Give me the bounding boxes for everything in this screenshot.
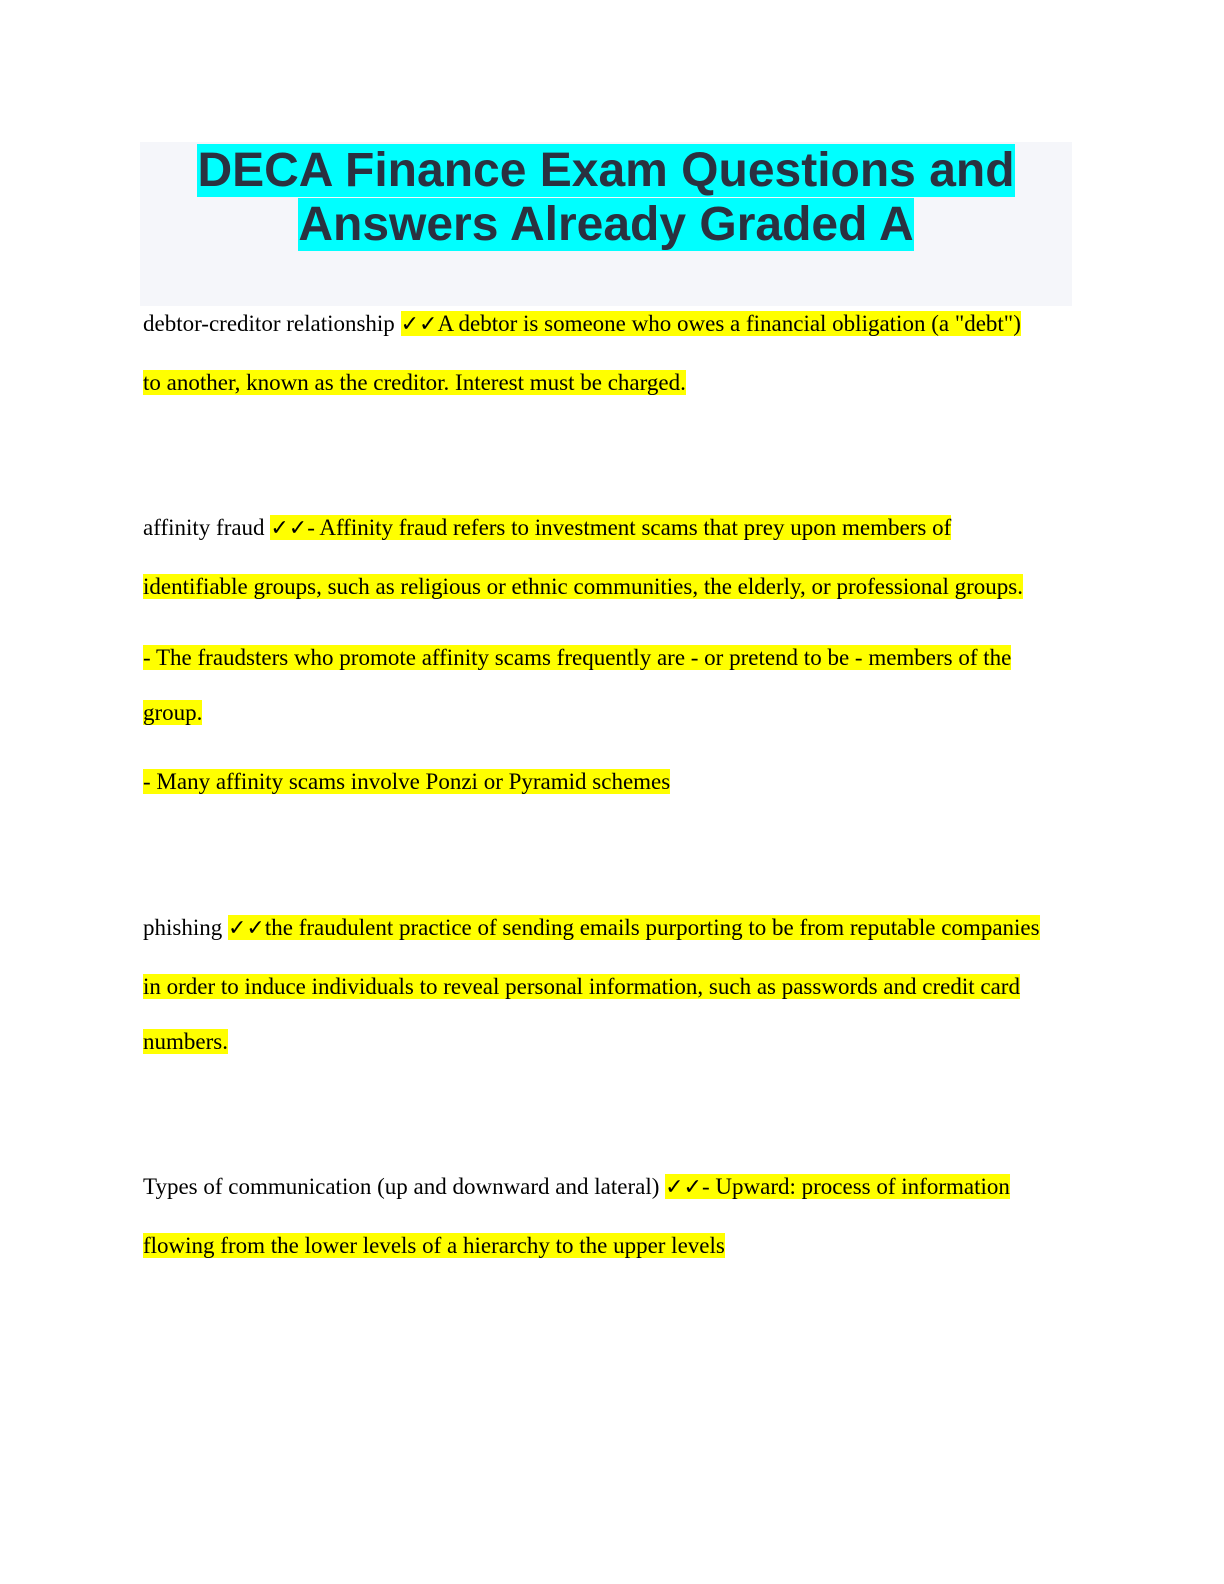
entry-term: affinity fraud bbox=[143, 515, 271, 540]
check-mark-icon: ✓✓ bbox=[270, 516, 308, 541]
entry-answer: group. bbox=[143, 700, 203, 725]
entry-term: phishing bbox=[143, 915, 228, 940]
entry-line bbox=[143, 767, 670, 797]
entry-line bbox=[143, 309, 1021, 340]
entry-answer: in order to induce individuals to reveal personal information, such as passwords and credit card bbox=[143, 974, 1020, 999]
document-title bbox=[140, 144, 1072, 252]
entry-term: Types of communication (up and downward and lateral) bbox=[143, 1174, 666, 1199]
entry-answer: numbers. bbox=[143, 1029, 228, 1054]
entry-line bbox=[143, 1231, 725, 1261]
entry-answer: - Upward: process of information bbox=[702, 1174, 1010, 1199]
entry-answer: - Many affinity scams involve Ponzi or Pyramid schemes bbox=[143, 769, 671, 794]
check-mark-icon: ✓✓ bbox=[665, 1175, 702, 1200]
entry-line bbox=[143, 513, 951, 544]
entry-line bbox=[143, 1027, 228, 1057]
title-line-2: Answers Already Graded A bbox=[298, 198, 914, 251]
entry-line bbox=[143, 368, 686, 398]
entry-line bbox=[143, 643, 1011, 673]
entry-line bbox=[143, 913, 1040, 944]
entry-term: debtor-creditor relationship bbox=[143, 311, 401, 336]
title-line-1: DECA Finance Exam Questions and bbox=[197, 144, 1015, 197]
entry-answer: the fraudulent practice of sending emails purporting to be from reputable companies bbox=[264, 915, 1040, 940]
entry-line bbox=[143, 1172, 1010, 1203]
check-mark-icon: ✓✓ bbox=[227, 916, 265, 941]
entry-answer: flowing from the lower levels of a hierarchy to the upper levels bbox=[143, 1233, 725, 1258]
entry-answer: identifiable groups, such as religious or ethnic communities, the elderly, or professional groups. bbox=[143, 574, 1023, 599]
entry-line bbox=[143, 698, 202, 728]
entry-answer: - Affinity fraud refers to investment scams that prey upon members of bbox=[307, 515, 952, 540]
entry-line bbox=[143, 972, 1020, 1002]
entry-line bbox=[143, 572, 1023, 602]
entry-answer: - The fraudsters who promote affinity scams frequently are - or pretend to be - members of the bbox=[143, 645, 1012, 670]
check-mark-icon: ✓✓ bbox=[400, 312, 438, 337]
entry-answer: to another, known as the creditor. Interest must be charged. bbox=[143, 370, 686, 395]
entry-answer: A debtor is someone who owes a financial obligation (a "debt") bbox=[437, 311, 1021, 336]
title-box bbox=[140, 142, 1072, 306]
